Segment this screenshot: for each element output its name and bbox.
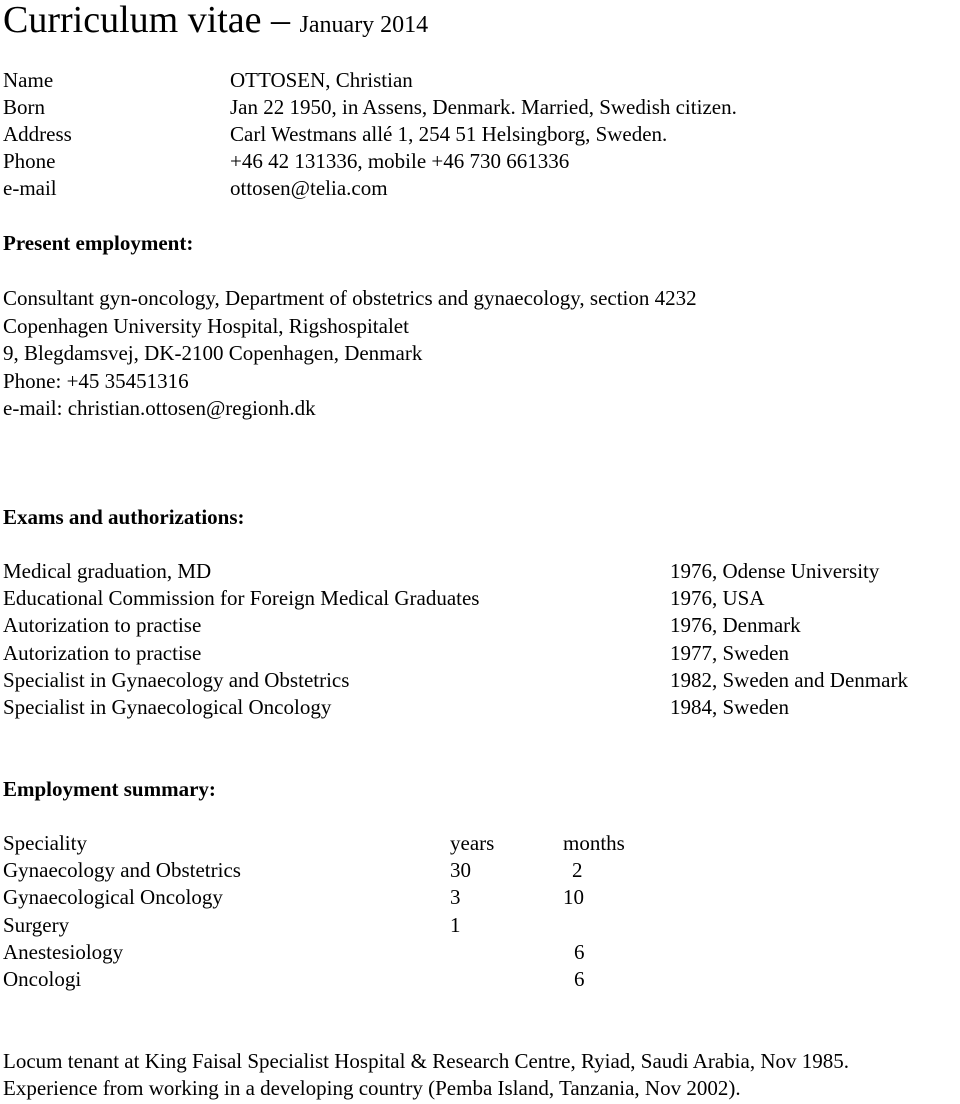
exam-item: Medical graduation, MD: [3, 559, 212, 583]
summary-months: 10: [563, 885, 584, 909]
summary-speciality: Gynaecological Oncology: [3, 885, 223, 909]
personal-label-phone: Phone: [3, 149, 56, 173]
personal-label-name: Name: [3, 68, 54, 92]
exam-detail: 1976, Odense University: [670, 559, 880, 583]
exam-detail: 1976, USA: [670, 586, 765, 610]
present-employment-line: 9, Blegdamsvej, DK-2100 Copenhagen, Denmark: [3, 341, 423, 365]
summary-speciality: Oncologi: [3, 967, 82, 991]
personal-label-born: Born: [3, 95, 45, 119]
employment-summary-heading: Employment summary:: [3, 777, 216, 801]
exam-detail: 1976, Denmark: [670, 613, 801, 637]
summary-col-years: years: [450, 831, 495, 855]
exam-item: Specialist in Gynaecological Oncology: [3, 695, 332, 719]
exam-detail: 1977, Sweden: [670, 641, 789, 665]
exam-detail: 1984, Sweden: [670, 695, 789, 719]
summary-years: 30: [450, 858, 471, 882]
summary-col-speciality: Speciality: [3, 831, 87, 855]
note-line: Locum tenant at King Faisal Specialist Hospital & Research Centre, Ryiad, Saudi Arabia, Nov 1985.: [3, 1049, 849, 1073]
personal-value-phone: +46 42 131336, mobile +46 730 661336: [230, 149, 570, 173]
present-employment-line: Phone: +45 35451316: [3, 369, 189, 393]
title-dash: –: [261, 0, 300, 41]
summary-months: 6: [574, 967, 585, 991]
personal-value-born: Jan 22 1950, in Assens, Denmark. Married, Swedish citizen.: [230, 95, 737, 119]
summary-speciality: Surgery: [3, 913, 70, 937]
personal-label-email: e-mail: [3, 176, 57, 200]
summary-years: 3: [450, 885, 461, 909]
exam-item: Specialist in Gynaecology and Obstetrics: [3, 668, 350, 692]
exam-item: Educational Commission for Foreign Medical Graduates: [3, 586, 480, 610]
personal-label-address: Address: [3, 122, 72, 146]
summary-months: 6: [574, 940, 585, 964]
summary-months: 2: [572, 858, 583, 882]
summary-col-months: months: [563, 831, 625, 855]
summary-speciality: Anestesiology: [3, 940, 124, 964]
present-employment-line: Consultant gyn-oncology, Department of obstetrics and gynaecology, section 4232: [3, 286, 697, 310]
summary-years: 1: [450, 913, 461, 937]
exam-detail: 1982, Sweden and Denmark: [670, 668, 908, 692]
exams-heading: Exams and authorizations:: [3, 505, 245, 529]
exam-item: Autorization to practise: [3, 641, 202, 665]
title-main: Curriculum vitae: [3, 0, 262, 41]
present-employment-line: e-mail: christian.ottosen@regionh.dk: [3, 396, 316, 420]
present-employment-line: Copenhagen University Hospital, Rigshospitalet: [3, 314, 409, 338]
exam-item: Autorization to practise: [3, 613, 202, 637]
present-employment-heading: Present employment:: [3, 231, 194, 255]
personal-value-address: Carl Westmans allé 1, 254 51 Helsingborg, Sweden.: [230, 122, 668, 146]
note-line: Experience from working in a developing country (Pemba Island, Tanzania, Nov 2002).: [3, 1076, 741, 1100]
personal-value-email: ottosen@telia.com: [230, 176, 388, 200]
title-date: January 2014: [299, 12, 429, 38]
document-title: [3, 0, 428, 48]
personal-value-name: OTTOSEN, Christian: [230, 68, 413, 92]
summary-speciality: Gynaecology and Obstetrics: [3, 858, 241, 882]
